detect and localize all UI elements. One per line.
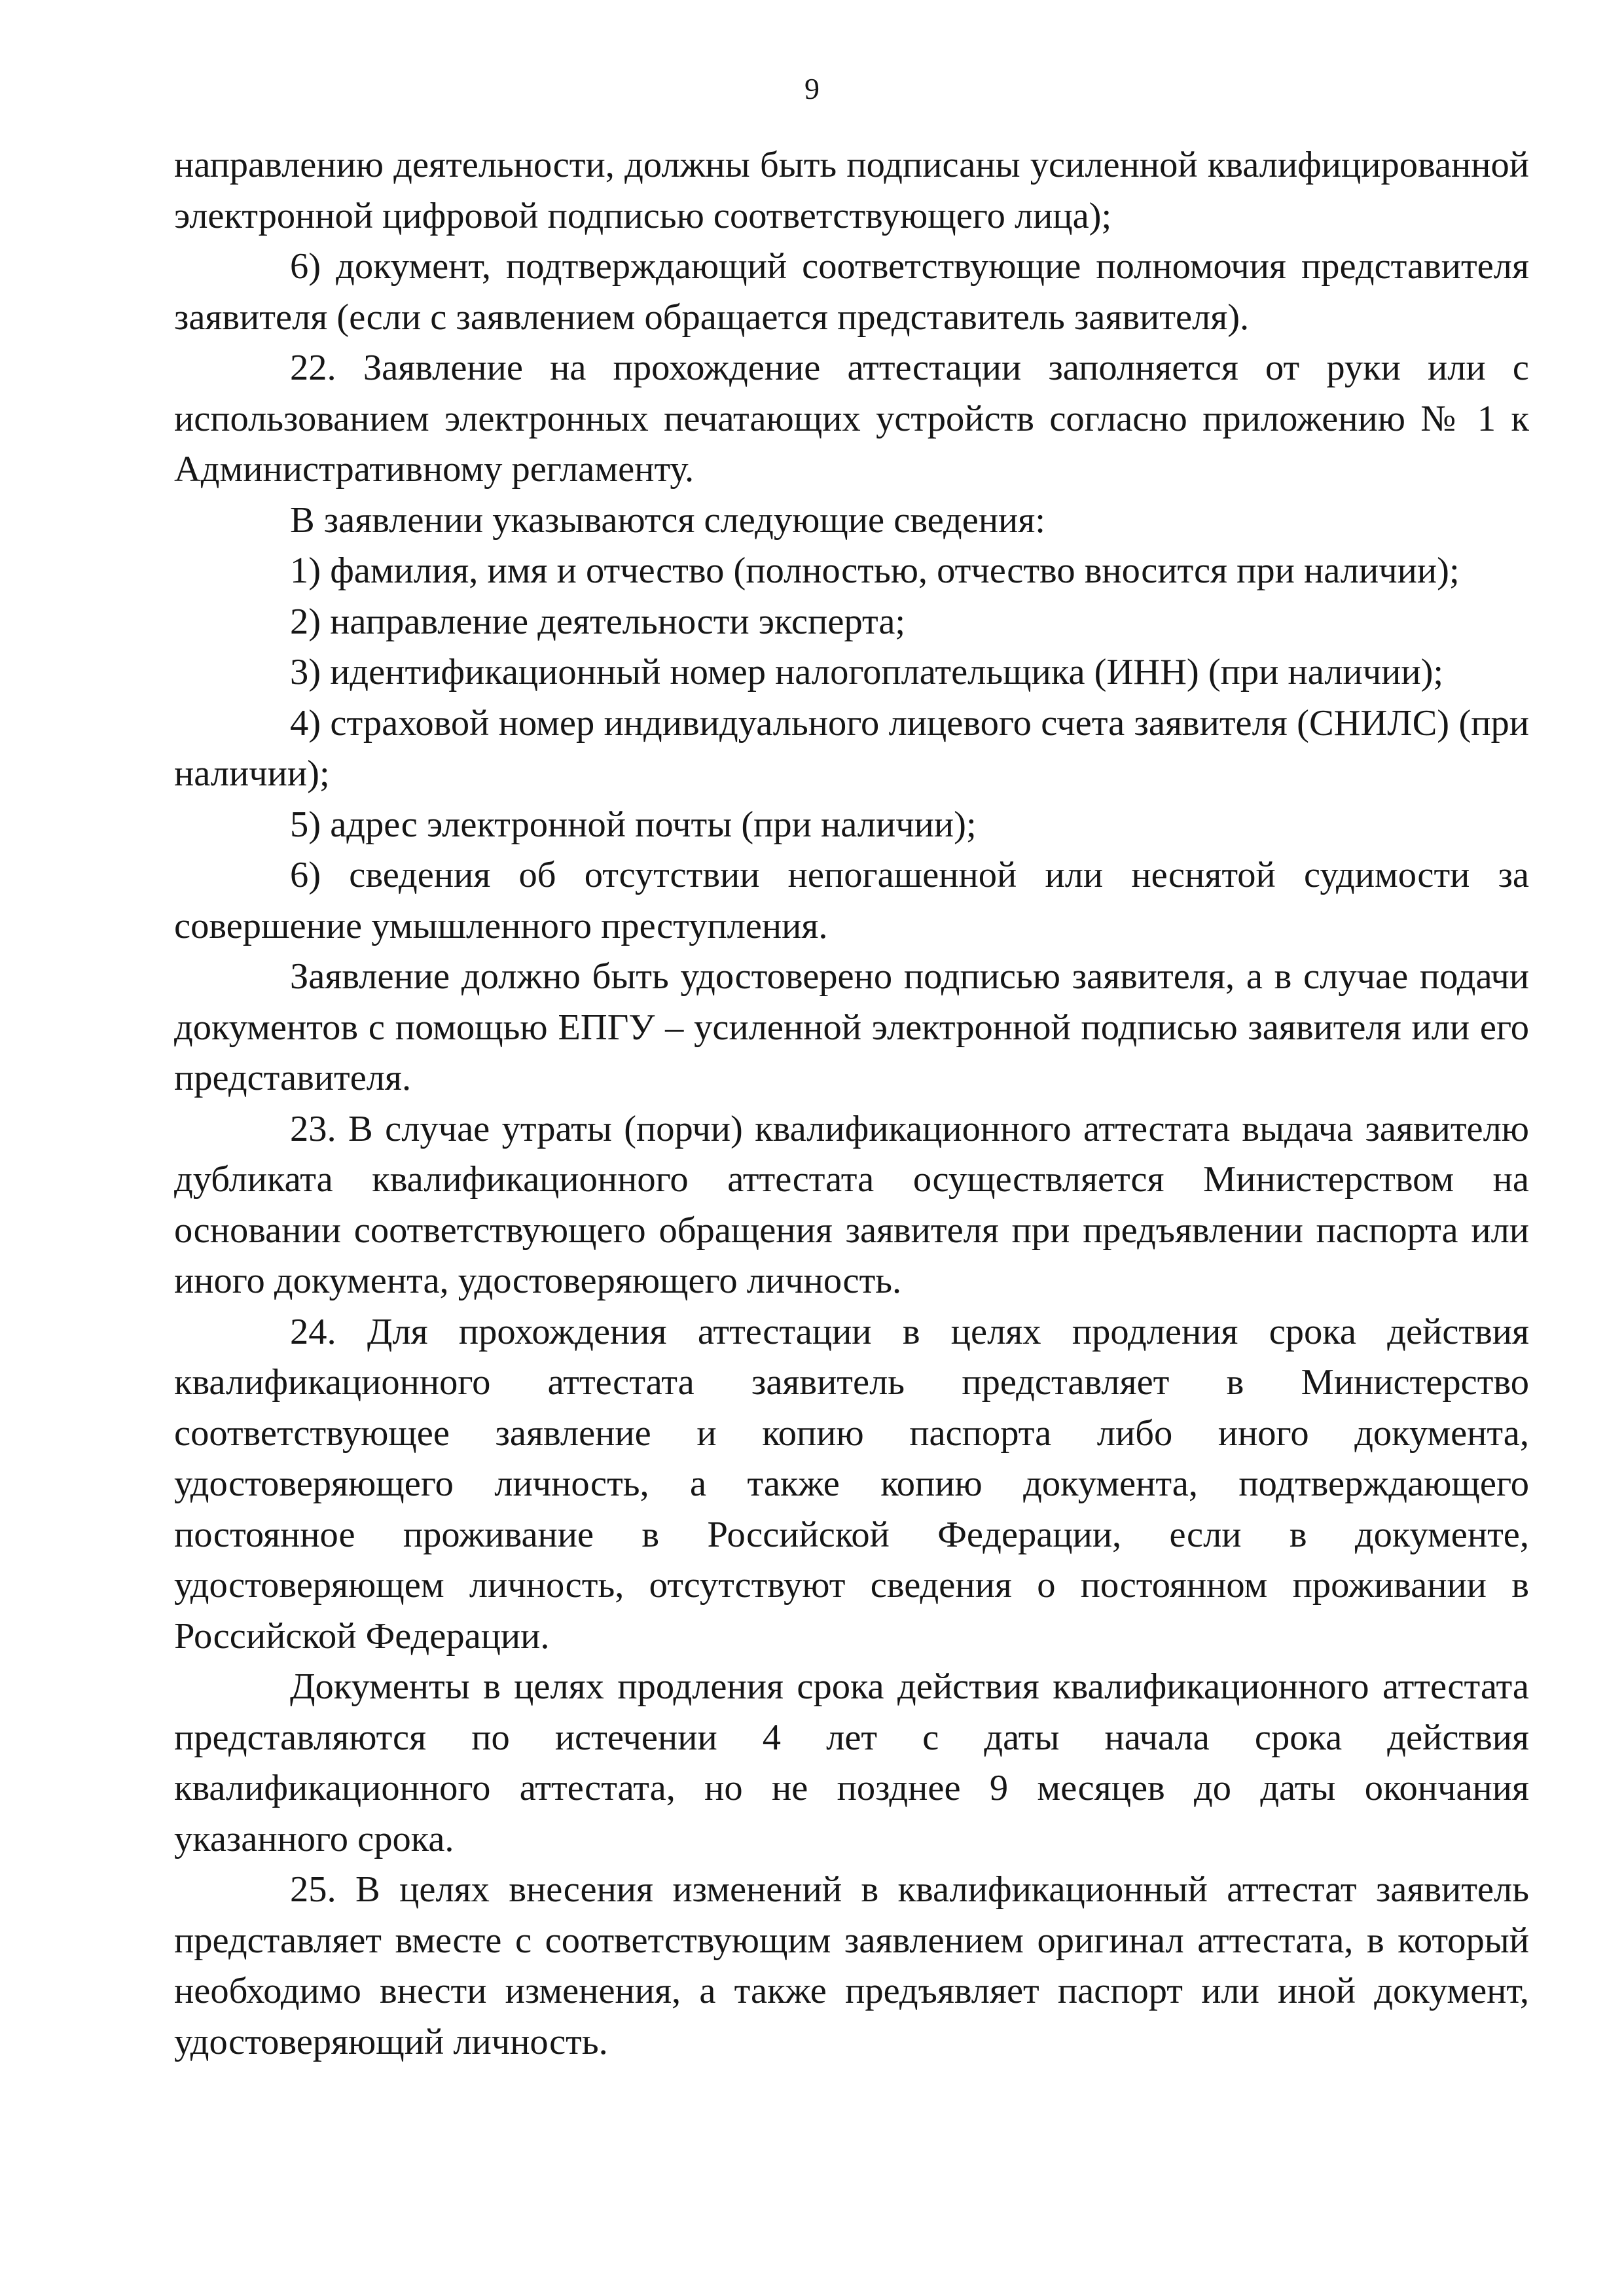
list-item-email: 5) адрес электронной почты (при наличии); <box>290 804 977 845</box>
paragraph-item-6-authority-document: 6) документ, подтверждающий соответствующие полномочия представителя заявителя (если с заявлением обращается представитель заявителя). <box>174 246 1529 338</box>
paragraph-24-renewal: 24. Для прохождения аттестации в целях продления срока действия квалификационного аттестата заявитель представляет в Министерство соответствующее заявление и копию паспорта либо иного документа, удостоверяющего личность, а также копию документа, подтверждающего постоянное проживание в Российской Федерации, если в документе, удостоверяющем личность, отсутствуют сведения о постоянном проживании в Российской Федерации. <box>174 1311 1529 1657</box>
document-body <box>174 140 1529 2068</box>
list-item-activity-direction: 2) направление деятельности эксперта; <box>290 601 906 642</box>
list-item-snils: 4) страховой номер индивидуального лицевого счета заявителя (СНИЛС) (при наличии); <box>174 702 1529 794</box>
list-item-no-criminal-record: 6) сведения об отсутствии непогашенной или неснятой судимости за совершение умышленного преступления. <box>174 855 1529 946</box>
paragraph-continuation: направлению деятельности, должны быть подписаны усиленной квалифицированной электронной цифровой подписью соответствующего лица); <box>174 145 1529 236</box>
page-number: 9 <box>804 72 820 105</box>
paragraph-22-application-form: 22. Заявление на прохождение аттестации заполняется от руки или с использованием электронных печатающих устройств согласно приложению № 1 к Административному регламенту. <box>174 348 1529 490</box>
paragraph-renewal-documents-timing: Документы в целях продления срока действия квалификационного аттестата представляются по истечении 4 лет с даты начала срока действия квалификационного аттестата, но не позднее 9 месяцев до даты окончания указанного срока. <box>174 1666 1529 1859</box>
list-item-full-name: 1) фамилия, имя и отчество (полностью, отчество вносится при наличии); <box>290 550 1460 591</box>
paragraph-23-duplicate: 23. В случае утраты (порчи) квалификационного аттестата выдача заявителю дубликата квалификационного аттестата осуществляется Министерством на основании соответствующего обращения заявителя при предъявлении паспорта или иного документа, удостоверяющего личность. <box>174 1108 1529 1301</box>
paragraph-signature-requirement: Заявление должно быть удостоверено подписью заявителя, а в случае подачи документов с помощью ЕПГУ – усиленной электронной подписью заявителя или его представителя. <box>174 956 1529 1098</box>
paragraph-25-amendments: 25. В целях внесения изменений в квалификационный аттестат заявитель представляет вместе с соответствующим заявлением оригинал аттестата, в который необходимо внести изменения, а также предъявляет паспорт или иной документ, удостоверяющий личность. <box>174 1869 1529 2062</box>
paragraph-application-contents-intro: В заявлении указываются следующие сведения: <box>290 499 1045 541</box>
list-item-inn: 3) идентификационный номер налогоплательщика (ИНН) (при наличии); <box>290 652 1444 692</box>
